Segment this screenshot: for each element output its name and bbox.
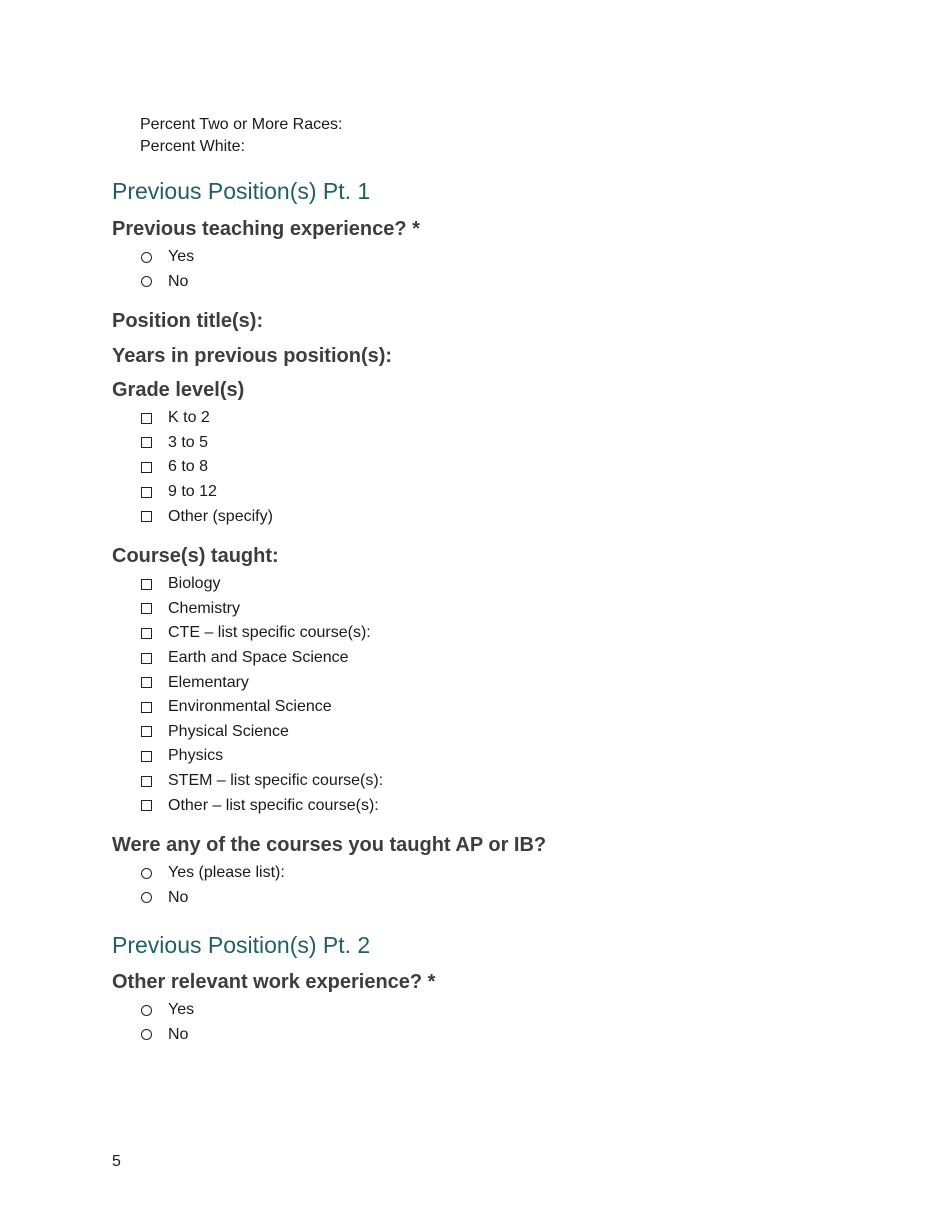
page-number: 5 bbox=[112, 1153, 121, 1170]
apib-options bbox=[140, 861, 285, 910]
grade-option[interactable] bbox=[140, 431, 273, 456]
teaching-option-no[interactable] bbox=[140, 270, 194, 295]
option-label: CTE – list specific course(s): bbox=[168, 624, 371, 642]
demographic-line: Percent White: bbox=[140, 138, 245, 155]
option-label: Earth and Space Science bbox=[168, 649, 349, 667]
position-title-question: Position title(s): bbox=[112, 310, 264, 332]
apib-option-yes[interactable] bbox=[140, 861, 285, 886]
option-label: Other – list specific course(s): bbox=[168, 796, 379, 814]
grade-option[interactable] bbox=[140, 504, 273, 529]
checkbox-icon[interactable] bbox=[141, 653, 152, 664]
checkbox-icon[interactable] bbox=[141, 628, 152, 639]
radio-icon[interactable] bbox=[141, 1029, 152, 1040]
checkbox-icon[interactable] bbox=[141, 726, 152, 737]
grade-option[interactable] bbox=[140, 406, 273, 431]
checkbox-icon[interactable] bbox=[141, 462, 152, 473]
checkbox-icon[interactable] bbox=[141, 487, 152, 498]
option-label: 6 to 8 bbox=[168, 458, 209, 476]
option-label: No bbox=[168, 1025, 189, 1043]
checkbox-icon[interactable] bbox=[141, 511, 152, 522]
radio-icon[interactable] bbox=[141, 892, 152, 903]
teaching-experience-question: Previous teaching experience? * bbox=[112, 218, 420, 240]
option-label: Biology bbox=[168, 575, 221, 593]
section-title-pt1: Previous Position(s) Pt. 1 bbox=[112, 178, 371, 204]
option-label: No bbox=[168, 888, 189, 906]
demographic-line: Percent Two or More Races: bbox=[140, 116, 343, 133]
checkbox-icon[interactable] bbox=[141, 702, 152, 713]
work-option-no[interactable] bbox=[140, 1023, 194, 1048]
checkbox-icon[interactable] bbox=[141, 603, 152, 614]
option-label: 9 to 12 bbox=[168, 483, 217, 501]
grade-option[interactable] bbox=[140, 480, 273, 505]
course-option[interactable] bbox=[140, 670, 383, 695]
grade-option[interactable] bbox=[140, 455, 273, 480]
checkbox-icon[interactable] bbox=[141, 579, 152, 590]
teaching-option-yes[interactable] bbox=[140, 245, 194, 270]
option-label: Yes (please list): bbox=[168, 864, 285, 882]
option-label: Yes bbox=[168, 248, 195, 266]
radio-icon[interactable] bbox=[141, 276, 152, 287]
teaching-experience-options bbox=[140, 245, 194, 294]
course-option[interactable] bbox=[140, 793, 383, 818]
work-experience-question: Other relevant work experience? * bbox=[112, 971, 436, 993]
course-option[interactable] bbox=[140, 695, 383, 720]
option-label: Physical Science bbox=[168, 722, 289, 740]
apib-question: Were any of the courses you taught AP or IB? bbox=[112, 834, 547, 856]
checkbox-icon[interactable] bbox=[141, 677, 152, 688]
course-option[interactable] bbox=[140, 720, 383, 745]
option-label: Chemistry bbox=[168, 599, 241, 617]
radio-icon[interactable] bbox=[141, 252, 152, 263]
option-label: No bbox=[168, 272, 189, 290]
checkbox-icon[interactable] bbox=[141, 776, 152, 787]
option-label: 3 to 5 bbox=[168, 433, 209, 451]
section-title-pt2: Previous Position(s) Pt. 2 bbox=[112, 932, 371, 958]
option-label: Yes bbox=[168, 1001, 195, 1019]
radio-icon[interactable] bbox=[141, 868, 152, 879]
grade-level-question: Grade level(s) bbox=[112, 379, 245, 401]
option-label: K to 2 bbox=[168, 409, 210, 427]
course-option[interactable] bbox=[140, 646, 383, 671]
option-label: Elementary bbox=[168, 673, 249, 691]
years-question: Years in previous position(s): bbox=[112, 345, 393, 367]
option-label: Other (specify) bbox=[168, 507, 273, 525]
checkbox-icon[interactable] bbox=[141, 751, 152, 762]
work-experience-options bbox=[140, 998, 194, 1047]
grade-level-options bbox=[140, 406, 273, 529]
demographics-block bbox=[140, 114, 342, 158]
course-options bbox=[140, 572, 383, 818]
courses-question: Course(s) taught: bbox=[112, 545, 279, 567]
work-option-yes[interactable] bbox=[140, 998, 194, 1023]
course-option[interactable] bbox=[140, 621, 383, 646]
radio-icon[interactable] bbox=[141, 1005, 152, 1016]
checkbox-icon[interactable] bbox=[141, 800, 152, 811]
option-label: Physics bbox=[168, 747, 224, 765]
course-option[interactable] bbox=[140, 597, 383, 622]
course-option[interactable] bbox=[140, 744, 383, 769]
course-option[interactable] bbox=[140, 769, 383, 794]
apib-option-no[interactable] bbox=[140, 886, 285, 911]
option-label: STEM – list specific course(s): bbox=[168, 772, 384, 790]
course-option[interactable] bbox=[140, 572, 383, 597]
checkbox-icon[interactable] bbox=[141, 437, 152, 448]
option-label: Environmental Science bbox=[168, 698, 332, 716]
checkbox-icon[interactable] bbox=[141, 413, 152, 424]
